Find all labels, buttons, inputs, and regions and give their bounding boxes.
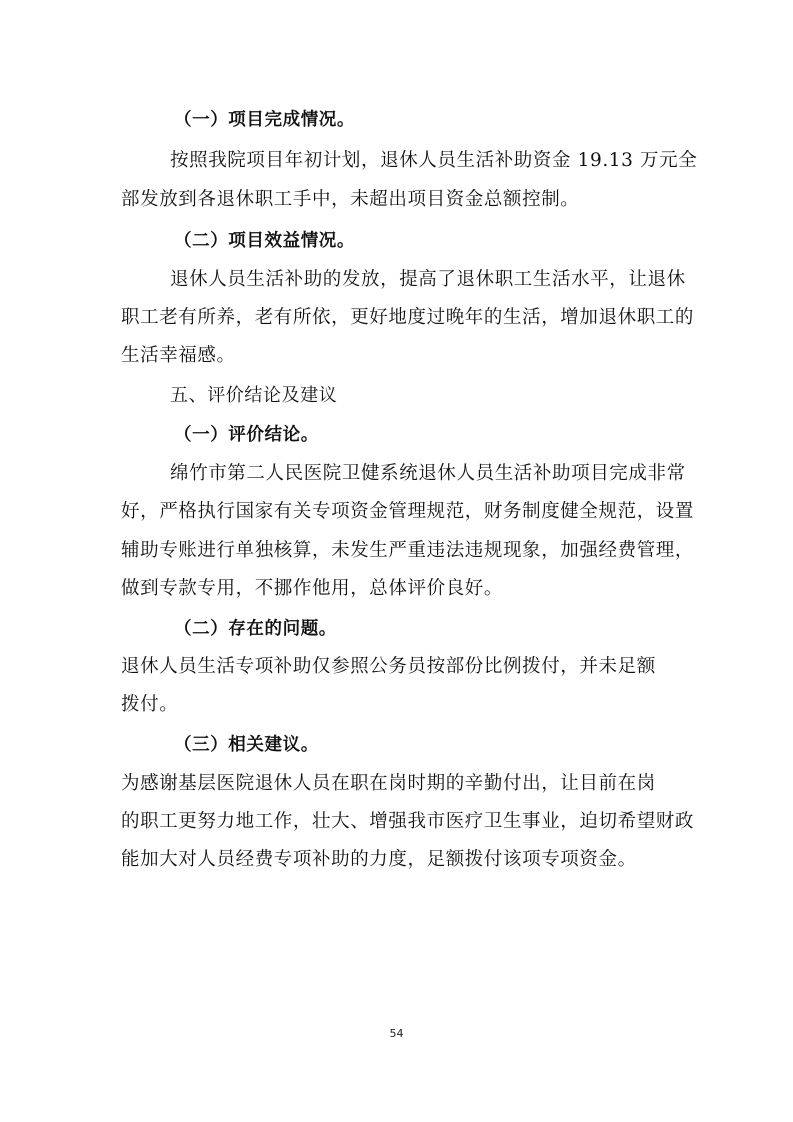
section-title-conclusion-and-suggestions: 五、评价结论及建议 [170,385,338,406]
paragraph-line: 退休人员生活补助的发放，提高了退休职工生活水平，让退休 [170,269,686,290]
paragraph-line: 退休人员生活专项补助仅参照公务员按部份比例拨付，并未足额 [121,656,656,677]
paragraph-line: 部发放到各退休职工手中，未超出项目资金总额控制。 [121,189,580,210]
heading-project-benefit: （二）项目效益情况。 [174,231,355,251]
paragraph-line: 能加大对人员经费专项补助的力度，足额拨付该项专项资金。 [121,849,637,870]
paragraph-line: 辅助专账进行单独核算，未发生严重违法违规现象，加强经费管理， [121,540,695,561]
heading-evaluation-conclusion: （一）评价结论。 [174,425,319,445]
paragraph-line: 绵竹市第二人民医院卫健系统退休人员生活补助项目完成非常 [170,463,686,484]
paragraph-line: 按照我院项目年初计划，退休人员生活补助资金 19.13 万元全 [170,150,698,171]
heading-related-suggestions: （三）相关建议。 [174,735,319,755]
paragraph-line: 的职工更努力地工作，壮大、增强我市医疗卫生事业，迫切希望财政 [121,811,695,832]
paragraph-line: 拨付。 [121,694,179,715]
page-number: 54 [389,1027,404,1040]
heading-project-completion: （一）项目完成情况。 [174,110,355,130]
heading-existing-problems: （二）存在的问题。 [174,619,337,639]
paragraph-line: 做到专款专用，不挪作他用，总体评价良好。 [121,578,504,599]
paragraph-line: 好，严格执行国家有关专项资金管理规范，财务制度健全规范，设置 [121,501,695,522]
paragraph-line: 生活幸福感。 [121,345,236,366]
paragraph-line: 为感谢基层医院退休人员在职在岗时期的辛勤付出，让目前在岗 [121,773,656,794]
paragraph-line: 职工老有所养，老有所依，更好地度过晚年的生活，增加退休职工的 [121,307,695,328]
